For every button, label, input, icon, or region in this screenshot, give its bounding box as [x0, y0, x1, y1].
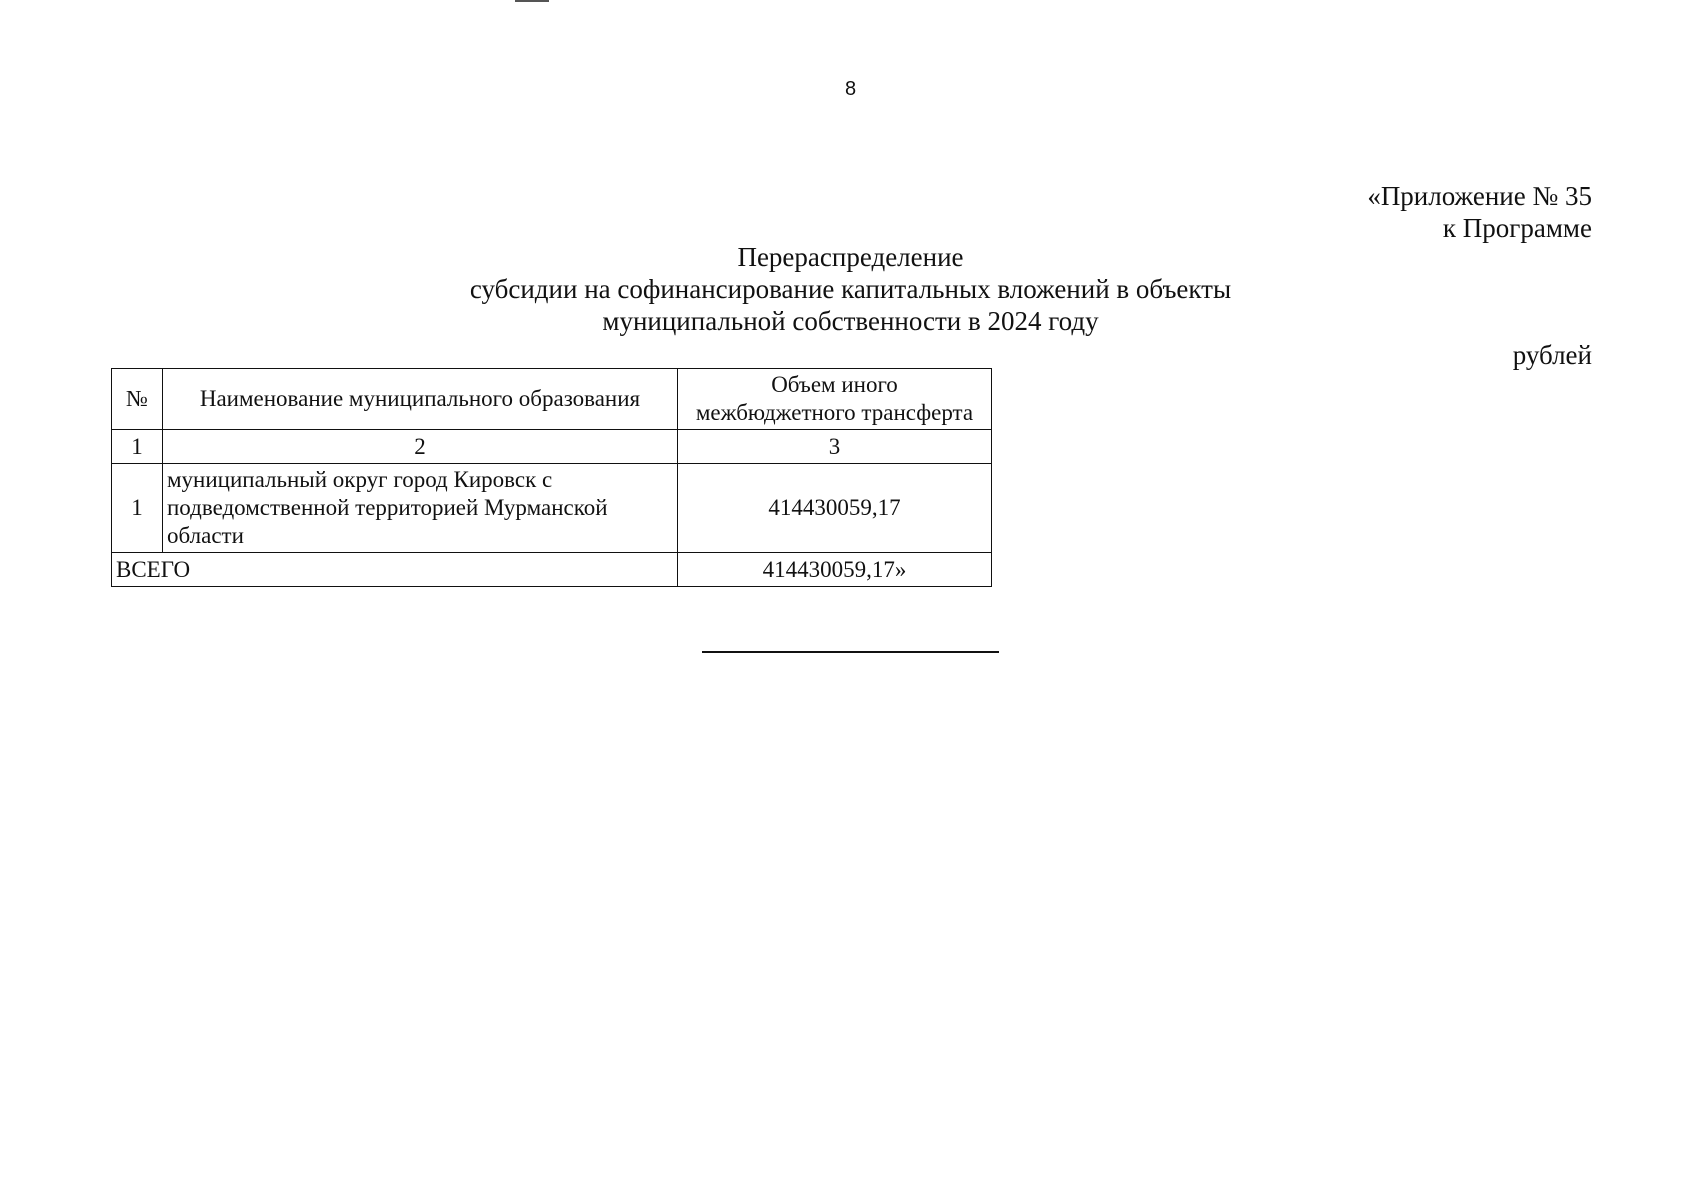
title-line-1: Перераспределение [737, 242, 964, 272]
appendix-number: «Приложение № 35 [1367, 181, 1592, 211]
header-name: Наименование муниципального образования [163, 369, 678, 430]
municipality-line-1: муниципальный округ город Кировск с [167, 467, 553, 492]
table-row [112, 464, 992, 553]
allocation-table [111, 368, 992, 587]
page-number: 8 [844, 78, 857, 100]
scan-mark [515, 0, 549, 2]
column-index-3: 3 [678, 430, 992, 464]
table-header-row [112, 369, 992, 430]
municipality-line-3: области [167, 523, 244, 548]
total-label: ВСЕГО [112, 553, 678, 587]
column-index-row [112, 430, 992, 464]
header-amount-line-2: межбюджетного трансферта [695, 400, 974, 425]
column-index-1: 1 [112, 430, 163, 464]
header-amount-line-1: Объем иного [771, 372, 898, 397]
appendix-reference [1367, 180, 1592, 244]
row-number: 1 [112, 464, 163, 553]
header-number: № [112, 369, 163, 430]
row-amount: 414430059,17 [678, 464, 992, 553]
total-row [112, 553, 992, 587]
appendix-program: к Программе [1442, 213, 1592, 243]
end-divider [702, 651, 999, 653]
title-line-3: муниципальной собственности в 2024 году [602, 306, 1099, 336]
total-amount: 414430059,17» [678, 553, 992, 587]
row-municipality [163, 464, 678, 553]
header-amount [678, 369, 992, 430]
document-title [0, 241, 1701, 337]
municipality-line-2: подведомственной территорией Мурманской [167, 495, 608, 520]
column-index-2: 2 [163, 430, 678, 464]
units-label: рублей [1512, 340, 1592, 370]
title-line-2: субсидии на софинансирование капитальных вложений в объекты [469, 274, 1232, 304]
